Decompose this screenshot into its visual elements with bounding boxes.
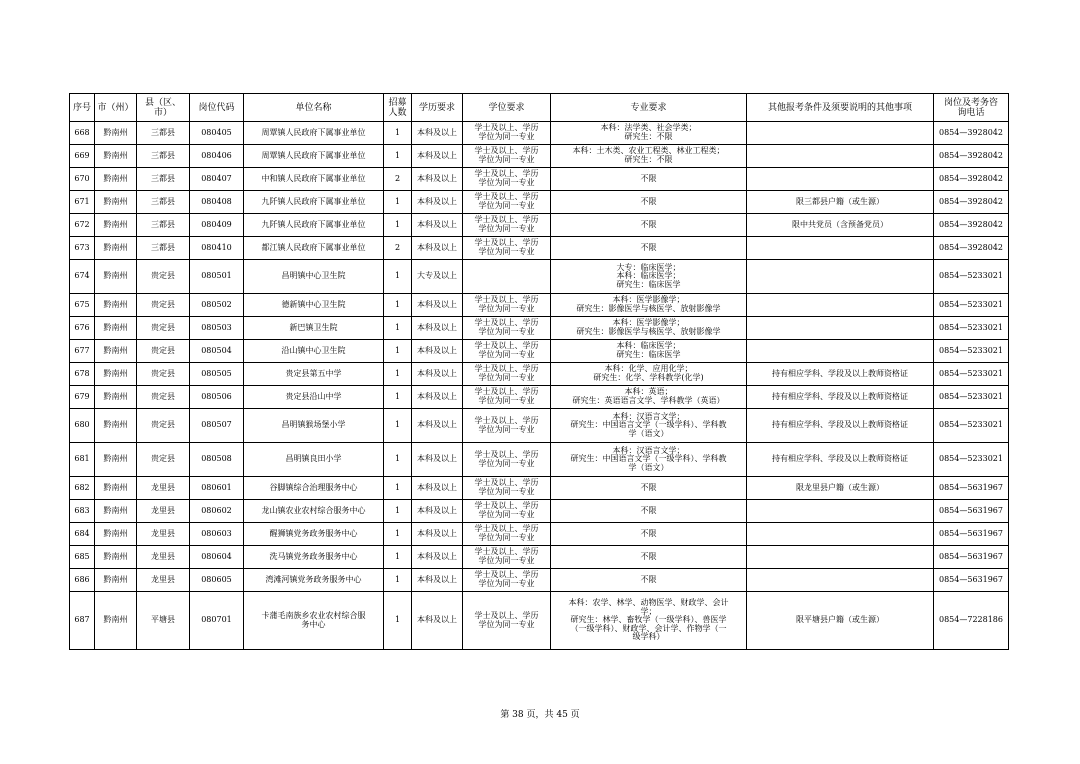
table-cell: 学士及以上、学历 学位为同一专业 xyxy=(463,294,551,317)
table-cell: 九阡镇人民政府下属事业单位 xyxy=(244,214,384,237)
table-cell: 080504 xyxy=(190,340,244,363)
table-cell: 686 xyxy=(70,569,95,592)
column-header: 学历要求 xyxy=(412,94,463,122)
table-cell: 080505 xyxy=(190,363,244,386)
table-cell: 不限 xyxy=(551,569,747,592)
table-cell: 672 xyxy=(70,214,95,237)
table-cell: 1 xyxy=(384,260,412,294)
table-cell: 贵定县第五中学 xyxy=(244,363,384,386)
table-cell: 本科及以上 xyxy=(412,500,463,523)
table-cell: 678 xyxy=(70,363,95,386)
table-row xyxy=(70,168,1009,191)
table-cell: 限三都县户籍（或生源） xyxy=(747,191,934,214)
table-cell: 都江镇人民政府下属事业单位 xyxy=(244,237,384,260)
table-cell: 龙山镇农业农村综合服务中心 xyxy=(244,500,384,523)
table-cell: 昌明镇中心卫生院 xyxy=(244,260,384,294)
table-cell: 本科及以上 xyxy=(412,214,463,237)
column-header: 单位名称 xyxy=(244,94,384,122)
table-cell: 080602 xyxy=(190,500,244,523)
table-row xyxy=(70,294,1009,317)
table-cell xyxy=(747,569,934,592)
table-cell: 0854—5233021 xyxy=(934,294,1009,317)
table-cell: 三都县 xyxy=(137,168,190,191)
table-cell: 龙里县 xyxy=(137,546,190,569)
table-cell: 卡蒲毛南族乡农业农村综合服 务中心 xyxy=(244,592,384,650)
table-cell: 贵定县 xyxy=(137,363,190,386)
table-cell: 1 xyxy=(384,477,412,500)
table-cell: 1 xyxy=(384,363,412,386)
table-cell: 本科及以上 xyxy=(412,386,463,409)
table-cell xyxy=(747,523,934,546)
table-cell: 不限 xyxy=(551,237,747,260)
table-cell: 黔南州 xyxy=(95,168,137,191)
table-cell: 黔南州 xyxy=(95,523,137,546)
table-cell: 学士及以上、学历 学位为同一专业 xyxy=(463,363,551,386)
table-cell: 1 xyxy=(384,145,412,168)
table-cell: 贵定县 xyxy=(137,386,190,409)
table-cell: 080601 xyxy=(190,477,244,500)
table-cell: 龙里县 xyxy=(137,523,190,546)
table-row xyxy=(70,386,1009,409)
table-cell: 不限 xyxy=(551,500,747,523)
table-cell: 学士及以上、学历 学位为同一专业 xyxy=(463,592,551,650)
table-row xyxy=(70,191,1009,214)
table-row xyxy=(70,122,1009,145)
table-cell: 0854—3928042 xyxy=(934,168,1009,191)
table-cell: 昌明镇猴场堡小学 xyxy=(244,409,384,443)
table-cell xyxy=(747,145,934,168)
table-cell: 黔南州 xyxy=(95,260,137,294)
table-cell: 限平塘县户籍（或生源） xyxy=(747,592,934,650)
table-cell: 1 xyxy=(384,214,412,237)
table-cell: 周覃镇人民政府下属事业单位 xyxy=(244,122,384,145)
table-cell: 洗马镇党务政务服务中心 xyxy=(244,546,384,569)
table-cell: 本科及以上 xyxy=(412,546,463,569)
table-cell: 三都县 xyxy=(137,237,190,260)
table-cell: 限龙里县户籍（或生源） xyxy=(747,477,934,500)
table-cell: 学士及以上、学历 学位为同一专业 xyxy=(463,409,551,443)
table-cell: 贵定县 xyxy=(137,317,190,340)
table-row xyxy=(70,214,1009,237)
table-header-row xyxy=(70,94,1009,122)
table-cell: 龙里县 xyxy=(137,477,190,500)
table-cell: 0854—5631967 xyxy=(934,500,1009,523)
table-cell: 680 xyxy=(70,409,95,443)
table-cell: 贵定县 xyxy=(137,260,190,294)
table-cell: 本科：法学类、社会学类； 研究生：不限 xyxy=(551,122,747,145)
table-cell: 1 xyxy=(384,409,412,443)
table-cell: 本科及以上 xyxy=(412,523,463,546)
table-cell: 不限 xyxy=(551,546,747,569)
table-cell: 080405 xyxy=(190,122,244,145)
table-cell: 1 xyxy=(384,317,412,340)
table-cell: 685 xyxy=(70,546,95,569)
table-cell: 黔南州 xyxy=(95,409,137,443)
table-row xyxy=(70,145,1009,168)
table-cell: 本科及以上 xyxy=(412,317,463,340)
table-cell: 0854—5233021 xyxy=(934,363,1009,386)
table-cell: 黔南州 xyxy=(95,237,137,260)
table-cell xyxy=(747,500,934,523)
table-row xyxy=(70,409,1009,443)
table-cell: 本科及以上 xyxy=(412,168,463,191)
table-cell: 0854—3928042 xyxy=(934,191,1009,214)
table-cell: 080603 xyxy=(190,523,244,546)
table-cell: 沿山镇中心卫生院 xyxy=(244,340,384,363)
table-cell: 中和镇人民政府下属事业单位 xyxy=(244,168,384,191)
table-cell: 贵定县 xyxy=(137,294,190,317)
table-cell: 0854—5233021 xyxy=(934,260,1009,294)
table-cell: 2 xyxy=(384,237,412,260)
table-cell: 本科及以上 xyxy=(412,363,463,386)
table-cell: 080605 xyxy=(190,569,244,592)
table-cell: 黔南州 xyxy=(95,546,137,569)
table-cell: 贵定县 xyxy=(137,443,190,477)
table-cell: 黔南州 xyxy=(95,191,137,214)
table-cell: 不限 xyxy=(551,477,747,500)
table-cell: 080508 xyxy=(190,443,244,477)
table-cell: 0854—5233021 xyxy=(934,340,1009,363)
table-cell: 本科：医学影像学； 研究生：影像医学与核医学、放射影像学 xyxy=(551,294,747,317)
table-cell: 0854—3928042 xyxy=(934,122,1009,145)
table-cell xyxy=(747,122,934,145)
table-row xyxy=(70,500,1009,523)
table-cell: 黔南州 xyxy=(95,592,137,650)
table-cell: 080410 xyxy=(190,237,244,260)
page-footer: 第 38 页，共 45 页 xyxy=(500,710,580,720)
table-cell: 学士及以上、学历 学位为同一专业 xyxy=(463,145,551,168)
table-cell: 湾滩河镇党务政务服务中心 xyxy=(244,569,384,592)
table-cell: 本科：英语； 研究生：英语语言文学、学科教学（英语） xyxy=(551,386,747,409)
table-cell: 大专及以上 xyxy=(412,260,463,294)
table-cell: 不限 xyxy=(551,168,747,191)
table-cell: 本科及以上 xyxy=(412,237,463,260)
table-cell: 本科及以上 xyxy=(412,191,463,214)
table-cell: 687 xyxy=(70,592,95,650)
table-cell: 醒狮镇党务政务服务中心 xyxy=(244,523,384,546)
table-cell: 2 xyxy=(384,168,412,191)
table-row xyxy=(70,569,1009,592)
column-header: 学位要求 xyxy=(463,94,551,122)
table-cell: 1 xyxy=(384,294,412,317)
table-cell: 080409 xyxy=(190,214,244,237)
table-cell: 黔南州 xyxy=(95,145,137,168)
table-cell: 学士及以上、学历 学位为同一专业 xyxy=(463,168,551,191)
table-cell: 学士及以上、学历 学位为同一专业 xyxy=(463,523,551,546)
table-cell: 三都县 xyxy=(137,214,190,237)
table-cell: 本科：化学、应用化学； 研究生：化学、学科教学(化学) xyxy=(551,363,747,386)
table-cell: 本科及以上 xyxy=(412,409,463,443)
table-cell: 0854—5631967 xyxy=(934,546,1009,569)
table-cell: 贵定县 xyxy=(137,409,190,443)
table-row xyxy=(70,546,1009,569)
table-cell: 0854—5631967 xyxy=(934,569,1009,592)
table-row xyxy=(70,592,1009,650)
table-cell: 平塘县 xyxy=(137,592,190,650)
table-cell: 1 xyxy=(384,122,412,145)
table-cell: 德新镇中心卫生院 xyxy=(244,294,384,317)
table-cell: 本科：土木类、农业工程类、林业工程类； 研究生：不限 xyxy=(551,145,747,168)
table-cell: 676 xyxy=(70,317,95,340)
table-cell: 679 xyxy=(70,386,95,409)
table-row xyxy=(70,523,1009,546)
table-cell: 0854—5233021 xyxy=(934,443,1009,477)
table-cell: 限中共党员（含预备党员） xyxy=(747,214,934,237)
table-cell: 本科及以上 xyxy=(412,443,463,477)
table-row xyxy=(70,260,1009,294)
table-cell: 0854—5233021 xyxy=(934,386,1009,409)
table-cell: 682 xyxy=(70,477,95,500)
table-cell: 本科：临床医学； 研究生：临床医学 xyxy=(551,340,747,363)
table-cell: 080701 xyxy=(190,592,244,650)
table-cell: 0854—3928042 xyxy=(934,145,1009,168)
table-body xyxy=(70,122,1009,650)
table-cell: 持有相应学科、学段及以上教师资格证 xyxy=(747,386,934,409)
table-row xyxy=(70,237,1009,260)
table-cell: 不限 xyxy=(551,214,747,237)
table-cell xyxy=(747,546,934,569)
table-cell: 黔南州 xyxy=(95,386,137,409)
table-cell: 三都县 xyxy=(137,145,190,168)
table-cell: 学士及以上、学历 学位为同一专业 xyxy=(463,569,551,592)
table-cell: 080604 xyxy=(190,546,244,569)
table-cell: 贵定县沿山中学 xyxy=(244,386,384,409)
table-cell: 黔南州 xyxy=(95,500,137,523)
table-cell: 1 xyxy=(384,523,412,546)
table-cell: 学士及以上、学历 学位为同一专业 xyxy=(463,237,551,260)
table-cell: 黔南州 xyxy=(95,214,137,237)
table-cell: 681 xyxy=(70,443,95,477)
table-cell: 080406 xyxy=(190,145,244,168)
table-cell: 学士及以上、学历 学位为同一专业 xyxy=(463,317,551,340)
table-cell xyxy=(747,168,934,191)
column-header: 岗位及考务咨 询电话 xyxy=(934,94,1009,122)
table-cell: 668 xyxy=(70,122,95,145)
table-cell: 0854—5233021 xyxy=(934,317,1009,340)
column-header: 其他报考条件及须要说明的其他事项 xyxy=(747,94,934,122)
table-row xyxy=(70,443,1009,477)
table-cell: 本科：汉语言文学； 研究生：中国语言文学（一级学科）、学科教 学（语文） xyxy=(551,443,747,477)
table-cell: 黔南州 xyxy=(95,477,137,500)
table-cell: 1 xyxy=(384,546,412,569)
table-cell: 学士及以上、学历 学位为同一专业 xyxy=(463,546,551,569)
table-cell xyxy=(747,340,934,363)
table-cell: 昌明镇良田小学 xyxy=(244,443,384,477)
table-cell: 持有相应学科、学段及以上教师资格证 xyxy=(747,409,934,443)
table-cell: 黔南州 xyxy=(95,122,137,145)
table-cell: 080408 xyxy=(190,191,244,214)
table-cell: 学士及以上、学历 学位为同一专业 xyxy=(463,477,551,500)
table-cell: 黔南州 xyxy=(95,569,137,592)
column-header: 招募 人数 xyxy=(384,94,412,122)
table-cell: 龙里县 xyxy=(137,500,190,523)
table-cell: 学士及以上、学历 学位为同一专业 xyxy=(463,122,551,145)
column-header: 岗位代码 xyxy=(190,94,244,122)
table-cell: 谷脚镇综合治理服务中心 xyxy=(244,477,384,500)
column-header: 市（州） xyxy=(95,94,137,122)
table-cell xyxy=(747,237,934,260)
table-row xyxy=(70,317,1009,340)
table-cell: 1 xyxy=(384,569,412,592)
column-header: 县（区、 市） xyxy=(137,94,190,122)
table-cell xyxy=(747,260,934,294)
table-cell: 三都县 xyxy=(137,191,190,214)
table-cell: 本科及以上 xyxy=(412,592,463,650)
table-cell: 周覃镇人民政府下属事业单位 xyxy=(244,145,384,168)
table-cell: 本科：汉语言文学； 研究生：中国语言文学（一级学科）、学科教 学（语文） xyxy=(551,409,747,443)
table-cell: 0854—7228186 xyxy=(934,592,1009,650)
table-cell: 学士及以上、学历 学位为同一专业 xyxy=(463,443,551,477)
table-cell: 0854—5631967 xyxy=(934,477,1009,500)
table-cell: 1 xyxy=(384,386,412,409)
table-cell: 本科及以上 xyxy=(412,294,463,317)
table-cell: 1 xyxy=(384,340,412,363)
table-cell: 671 xyxy=(70,191,95,214)
table-row xyxy=(70,340,1009,363)
table-cell: 1 xyxy=(384,592,412,650)
table-cell: 1 xyxy=(384,500,412,523)
table-cell: 黔南州 xyxy=(95,294,137,317)
table-cell: 1 xyxy=(384,191,412,214)
table-cell: 677 xyxy=(70,340,95,363)
table-cell: 三都县 xyxy=(137,122,190,145)
recruitment-table xyxy=(69,93,1009,650)
table-cell: 674 xyxy=(70,260,95,294)
table-cell: 黔南州 xyxy=(95,317,137,340)
table-cell: 本科及以上 xyxy=(412,569,463,592)
table-cell: 持有相应学科、学段及以上教师资格证 xyxy=(747,443,934,477)
table-cell: 学士及以上、学历 学位为同一专业 xyxy=(463,386,551,409)
column-header: 专业要求 xyxy=(551,94,747,122)
table-cell: 683 xyxy=(70,500,95,523)
table-cell: 本科：农学、林学、动物医学、财政学、会计 学； 研究生：林学、畜牧学（一级学科）、兽医学 （一级学科）、财政学、会计学、作物学（一 级学科） xyxy=(551,592,747,650)
table-cell: 0854—5631967 xyxy=(934,523,1009,546)
table-cell xyxy=(747,317,934,340)
table-cell: 黔南州 xyxy=(95,340,137,363)
table-cell: 本科：医学影像学； 研究生：影像医学与核医学、放射影像学 xyxy=(551,317,747,340)
table-cell: 学士及以上、学历 学位为同一专业 xyxy=(463,191,551,214)
table-cell: 学士及以上、学历 学位为同一专业 xyxy=(463,214,551,237)
table-cell: 080407 xyxy=(190,168,244,191)
table-cell: 669 xyxy=(70,145,95,168)
table-cell: 0854—3928042 xyxy=(934,237,1009,260)
table-cell: 学士及以上、学历 学位为同一专业 xyxy=(463,340,551,363)
table-cell: 080506 xyxy=(190,386,244,409)
table-cell: 九阡镇人民政府下属事业单位 xyxy=(244,191,384,214)
column-header: 序号 xyxy=(70,94,95,122)
table-cell: 080507 xyxy=(190,409,244,443)
table-cell: 670 xyxy=(70,168,95,191)
table-cell: 大专：临床医学； 本科：临床医学； 研究生：临床医学 xyxy=(551,260,747,294)
table-cell: 持有相应学科、学段及以上教师资格证 xyxy=(747,363,934,386)
table-cell: 本科及以上 xyxy=(412,122,463,145)
table-cell: 不限 xyxy=(551,523,747,546)
table-cell: 684 xyxy=(70,523,95,546)
table-cell: 0854—5233021 xyxy=(934,409,1009,443)
table-cell: 龙里县 xyxy=(137,569,190,592)
table-cell: 080502 xyxy=(190,294,244,317)
table-cell: 0854—3928042 xyxy=(934,214,1009,237)
table-cell: 675 xyxy=(70,294,95,317)
table-cell: 不限 xyxy=(551,191,747,214)
table-cell xyxy=(747,294,934,317)
table-cell: 本科及以上 xyxy=(412,477,463,500)
table-cell: 本科及以上 xyxy=(412,145,463,168)
table-cell: 080501 xyxy=(190,260,244,294)
table-cell: 学士及以上、学历 学位为同一专业 xyxy=(463,500,551,523)
table-cell xyxy=(463,260,551,294)
table-cell: 本科及以上 xyxy=(412,340,463,363)
table-cell: 673 xyxy=(70,237,95,260)
table-cell: 贵定县 xyxy=(137,340,190,363)
table-cell: 黔南州 xyxy=(95,363,137,386)
table-cell: 1 xyxy=(384,443,412,477)
table-cell: 新巴镇卫生院 xyxy=(244,317,384,340)
table-row xyxy=(70,477,1009,500)
table-cell: 080503 xyxy=(190,317,244,340)
table-cell: 黔南州 xyxy=(95,443,137,477)
table-row xyxy=(70,363,1009,386)
